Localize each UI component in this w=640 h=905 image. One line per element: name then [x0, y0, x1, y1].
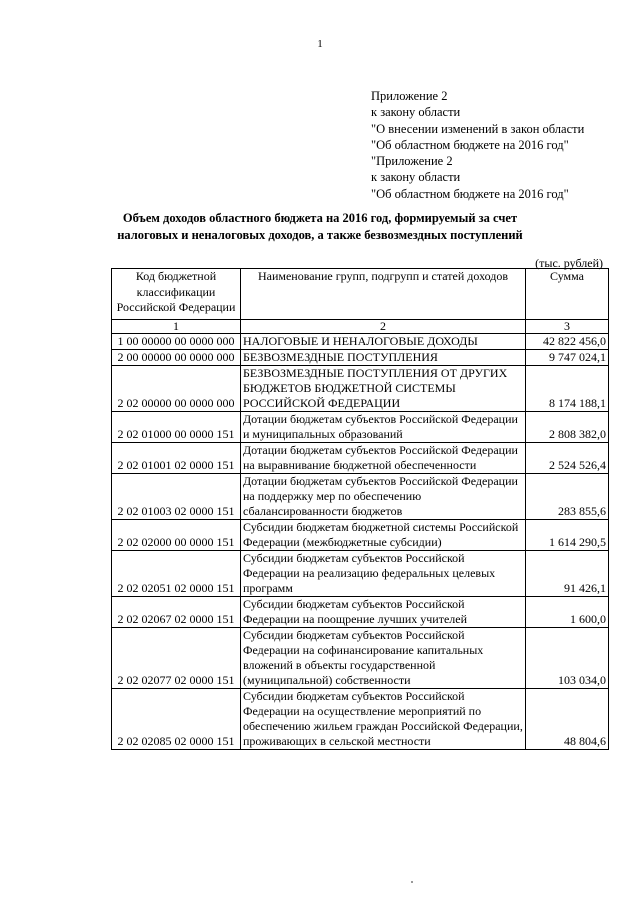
cell-name: Субсидии бюджетам субъектов Российской Федерации на софинансирование капитальных вложений в объекты государственной (муниципальной) собственности [241, 628, 526, 689]
cell-name: Субсидии бюджетам субъектов Российской Федерации на реализацию федеральных целевых программ [241, 551, 526, 597]
income-table [111, 268, 609, 750]
cell-name: Дотации бюджетам субъектов Российской Федерации и муниципальных образований [241, 412, 526, 443]
cell-name: БЕЗВОЗМЕЗДНЫЕ ПОСТУПЛЕНИЯ ОТ ДРУГИХ БЮДЖЕТОВ БЮДЖЕТНОЙ СИСТЕМЫ РОССИЙСКОЙ ФЕДЕРАЦИИ [241, 366, 526, 412]
table-row [112, 412, 609, 443]
title-line: Объем доходов областного бюджета на 2016 год, формируемый за счет [122, 211, 518, 225]
cell-sum: 103 034,0 [526, 628, 609, 689]
table-row [112, 689, 609, 750]
appendix-line: "Приложение 2 [371, 154, 453, 169]
cell-code: 2 02 01003 02 0000 151 [112, 474, 241, 520]
units-label: (тыс. рублей) [535, 256, 603, 270]
cell-sum: 91 426,1 [526, 551, 609, 597]
header-name: Наименование групп, подгрупп и статей доходов [241, 269, 526, 320]
table-row [112, 551, 609, 597]
cell-name: Дотации бюджетам субъектов Российской Федерации на поддержку мер по обеспечению сбалансированности бюджетов [241, 474, 526, 520]
page-number: 1 [317, 38, 323, 50]
appendix-line: "О внесении изменений в закон области [371, 121, 585, 136]
cell-name: Субсидии бюджетам бюджетной системы Российской Федерации (межбюджетные субсидии) [241, 520, 526, 551]
cell-code: 2 00 00000 00 0000 000 [112, 350, 241, 366]
title-line: налоговых и неналоговых доходов, а также безвозмездных поступлений [117, 227, 523, 242]
cell-sum: 1 614 290,5 [526, 520, 609, 551]
table-header-row [112, 269, 609, 320]
table-row [112, 520, 609, 551]
table-row [112, 366, 609, 412]
cell-name: БЕЗВОЗМЕЗДНЫЕ ПОСТУПЛЕНИЯ [241, 350, 526, 366]
cell-code: 2 02 01000 00 0000 151 [112, 412, 241, 443]
appendix-line: "Об областном бюджете на 2016 год" [371, 137, 569, 152]
cell-code: 2 02 02077 02 0000 151 [112, 628, 241, 689]
table-row [112, 474, 609, 520]
appendix-line: Приложение 2 [371, 89, 448, 103]
column-number-row [112, 320, 609, 334]
cell-code: 2 02 00000 00 0000 000 [112, 366, 241, 412]
column-number: 3 [526, 320, 609, 334]
cell-name: НАЛОГОВЫЕ И НЕНАЛОГОВЫЕ ДОХОДЫ [241, 334, 526, 350]
cell-sum: 2 524 526,4 [526, 443, 609, 474]
cell-code: 2 02 02051 02 0000 151 [112, 551, 241, 597]
table-row [112, 334, 609, 350]
cell-name: Субсидии бюджетам субъектов Российской Федерации на осуществление мероприятий по обеспечению жильем граждан Российской Федерации, проживающих в сельской местности [241, 689, 526, 750]
appendix-line: "Об областном бюджете на 2016 год" [371, 186, 569, 201]
appendix-reference [371, 88, 584, 202]
cell-code: 2 02 02067 02 0000 151 [112, 597, 241, 628]
document-title [40, 210, 600, 243]
cell-sum: 9 747 024,1 [526, 350, 609, 366]
header-code: Код бюджетной классификации Российской Федерации [112, 269, 241, 320]
cell-sum: 8 174 188,1 [526, 366, 609, 412]
cell-sum: 1 600,0 [526, 597, 609, 628]
appendix-line: к закону области [371, 105, 461, 120]
cell-sum: 283 855,6 [526, 474, 609, 520]
cell-code: 2 02 02085 02 0000 151 [112, 689, 241, 750]
appendix-line: к закону области [371, 170, 461, 185]
cell-code: 1 00 00000 00 0000 000 [112, 334, 241, 350]
table-row [112, 443, 609, 474]
cell-code: 2 02 02000 00 0000 151 [112, 520, 241, 551]
column-number: 1 [112, 320, 241, 334]
cell-name: Субсидии бюджетам субъектов Российской Федерации на поощрение лучших учителей [241, 597, 526, 628]
table-row [112, 597, 609, 628]
cell-sum: 42 822 456,0 [526, 334, 609, 350]
header-sum: Сумма [526, 269, 609, 320]
table-row [112, 628, 609, 689]
scan-speck [411, 881, 413, 883]
cell-sum: 2 808 382,0 [526, 412, 609, 443]
column-number: 2 [241, 320, 526, 334]
table-row [112, 350, 609, 366]
cell-sum: 48 804,6 [526, 689, 609, 750]
cell-code: 2 02 01001 02 0000 151 [112, 443, 241, 474]
cell-name: Дотации бюджетам субъектов Российской Федерации на выравнивание бюджетной обеспеченности [241, 443, 526, 474]
